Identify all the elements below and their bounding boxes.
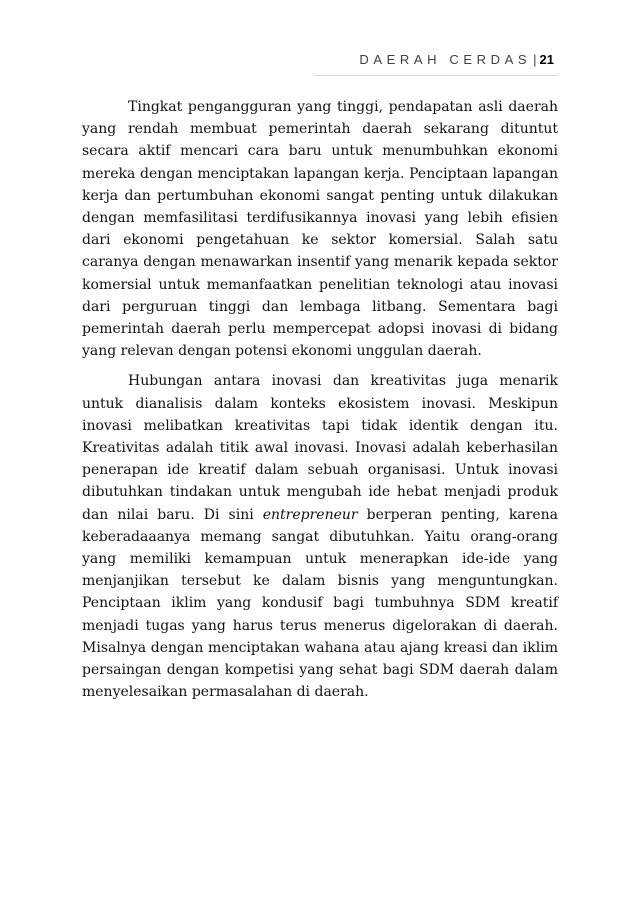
page-number: 21 [539,52,554,67]
paragraph-2-text-after: berperan penting, karena keberadaaanya memang sangat dibutuhkan. Yaitu orang-orang yang memiliki kemampuan untuk menerapkan ide-ide yang menjanjikan tersebut ke dalam bisnis yang menguntungkan. Penciptaan iklim yang kondusif bagi tumbuhnya SDM kreatif menjadi tugas yang harus terus menerus digelorakan di daerah. Misalnya dengan menciptakan wahana atau ajang kreasi dan iklim persaingan dengan kompetisi yang sehat bagi SDM daerah dalam menyelesaikan permasalahan di daerah. [82,506,558,701]
book-title: DAERAH CERDAS [359,52,532,67]
paragraph-2 [82,370,558,703]
header-separator: | [533,52,537,67]
emphasis-entrepreneur: entrepreneur [262,506,358,523]
body-text [82,96,558,703]
header-rule [314,75,558,76]
paragraph-1: Tingkat pengangguran yang tinggi, pendapatan asli daerah yang rendah membuat pemerintah daerah sekarang dituntut secara aktif mencari cara baru untuk menumbuhkan ekonomi mereka dengan menciptakan lapangan kerja. Penciptaan lapangan kerja dan pertumbuhan ekonomi sangat penting untuk dilakukan dengan memfasilitasi terdifusikannya inovasi yang lebih efisien dari ekonomi pengetahuan ke sektor komersial. Salah satu caranya dengan menawarkan insentif yang menarik kepada sektor komersial untuk memanfaatkan penelitian teknologi atau inovasi dari perguruan tinggi dan lembaga litbang. Sementara bagi pemerintah daerah perlu mempercepat adopsi inovasi di bidang yang relevan dengan potensi ekonomi unggulan daerah. [82,99,558,360]
running-header [359,52,554,67]
paragraph-2-text-before: Hubungan antara inovasi dan kreativitas juga menarik untuk dianalisis dalam konteks ekosistem inovasi. Meskipun inovasi melibatkan kreativitas tapi tidak identik dengan itu. Kreativitas adalah titik awal inovasi. Inovasi adalah keberhasilan penerapan ide kreatif dalam sebuah organisasi. Untuk inovasi dibutuhkan tindakan untuk mengubah ide hebat menjadi produk dan nilai baru. Di sini [82,373,558,523]
